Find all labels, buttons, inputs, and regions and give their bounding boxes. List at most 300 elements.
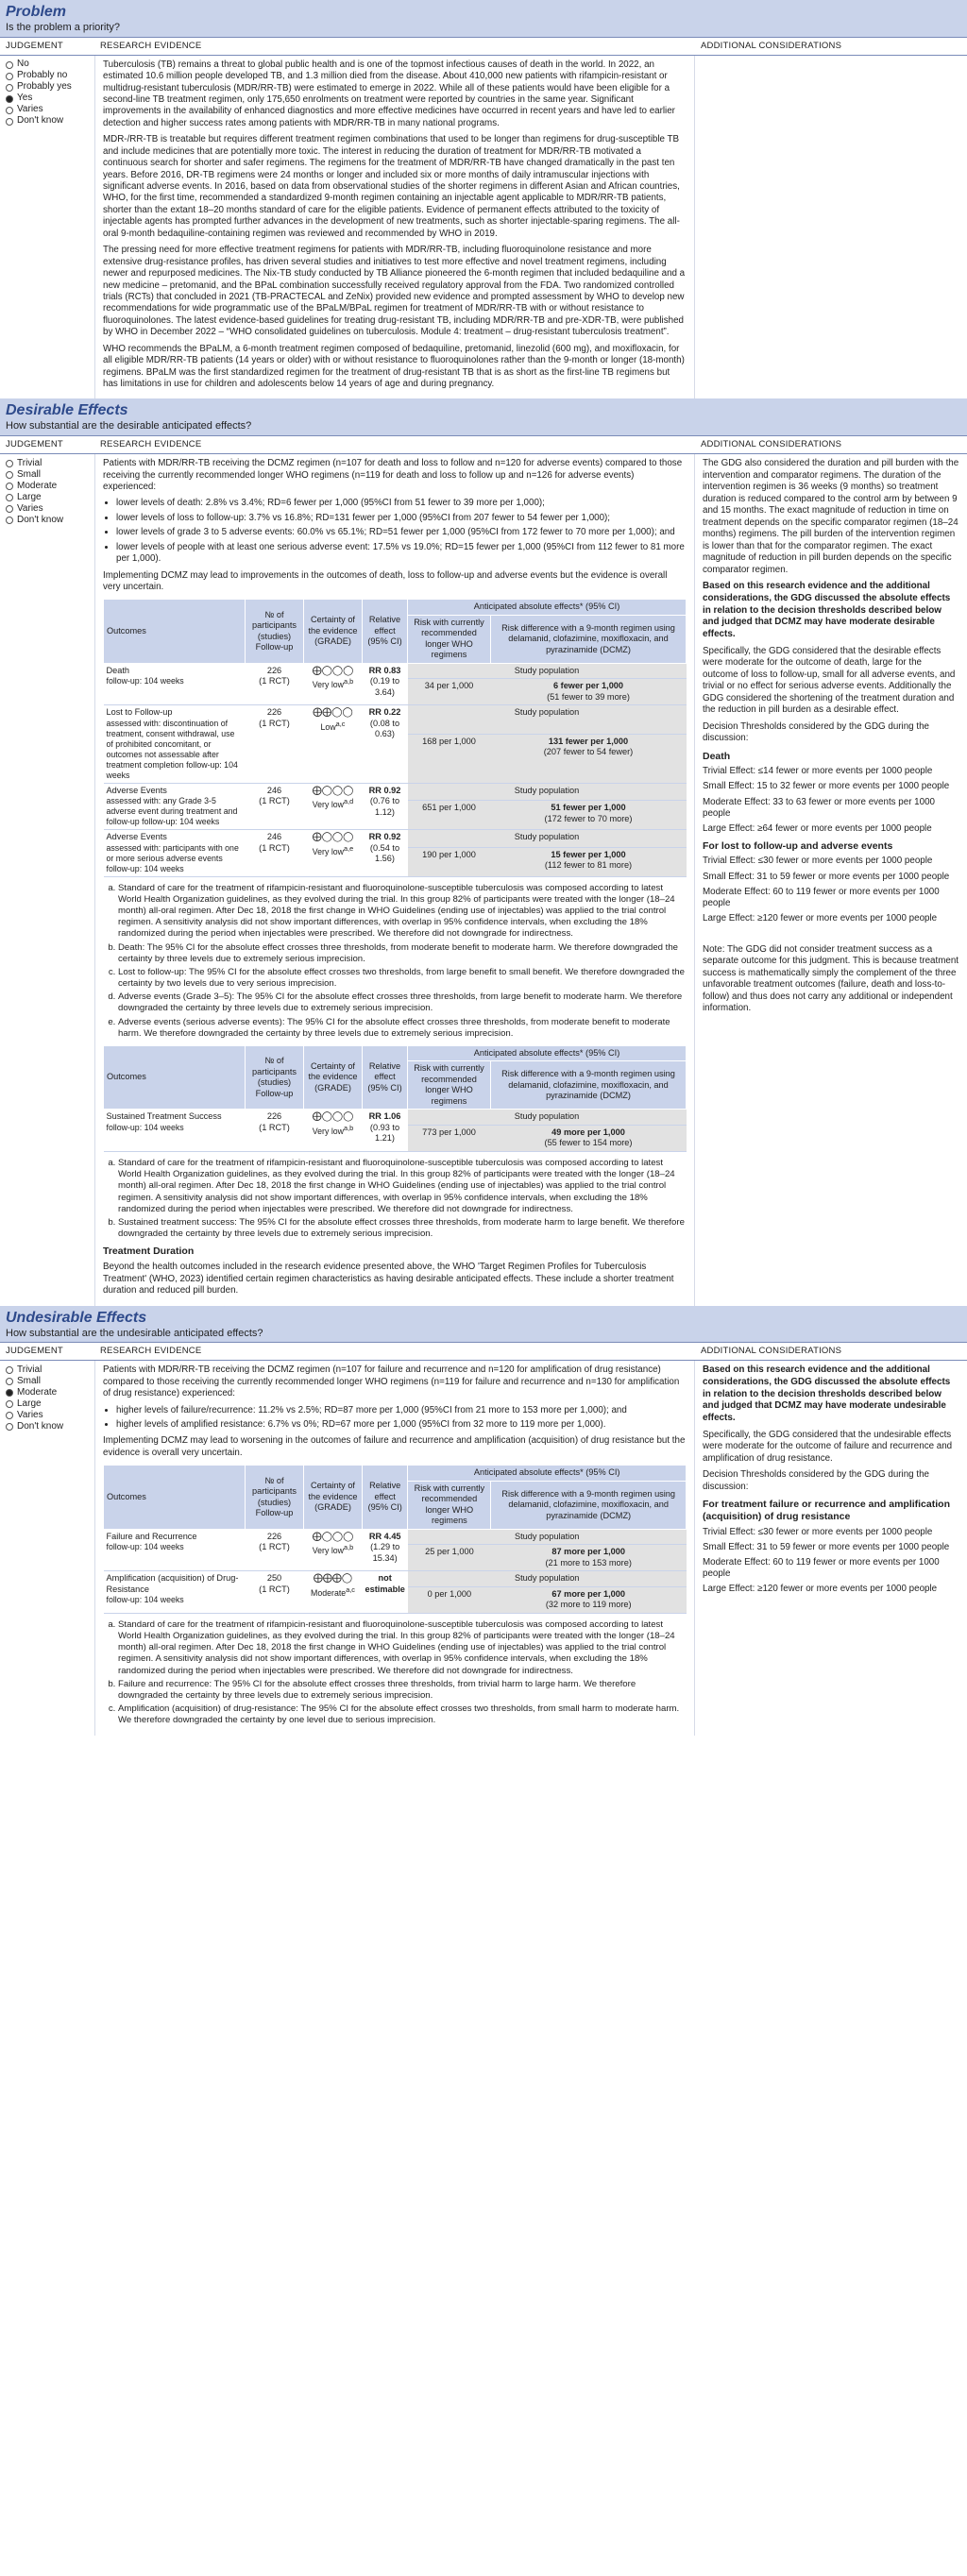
cell-participants — [246, 783, 304, 829]
risk-difference-ci: (112 fewer to 81 more) — [544, 860, 633, 871]
additional-header: ADDITIONAL CONSIDERATIONS — [701, 439, 842, 450]
cell-participants — [246, 1571, 304, 1614]
th-anticipated: Anticipated absolute effects* (95% CI) — [408, 600, 687, 616]
risk-difference — [491, 1586, 687, 1613]
th-outcomes: Outcomes — [104, 1466, 246, 1530]
judgement-header: JUDGEMENT — [6, 40, 63, 51]
additional-header: ADDITIONAL CONSIDERATIONS — [701, 1346, 842, 1357]
participants-count: 250 — [266, 1573, 282, 1584]
evidence-paragraph: MDR-/RR-TB is treatable but requires different treatment regimen combinations that used to be longer than regimens for drug-susceptible TB and include medicines that are potentially more toxic. The interest in reducing the duration of treatment for MDR/RR-TB motivated a continuous search for shorter and safer regimens. The regimens for the treatment of MDR/RR-TB have changed dramatically in the past ten years. Before 2016, DR-TB regimens were 24 months or longer and included six or more months of daily intramuscular injections with significant adverse events. In 2016, based on data from observational studies of the shorter regimens in different Asian and African countries, WHO, for the first time, recommended a standardized 9-month regimen containing an injectable agent applicable to MDR/RR-TB patients, shorter than the extant 18–20 months standard of care for the eligible patients. Evidence of permanent effects attributed to the toxicity of injectable agents has prompted further advances in the development of new treatments, such as shorter injectable-sparing regimens. The all-oral 9-month bedaquiline-containing regimen was reviewed and recommended by WHO in 2019. — [103, 134, 680, 239]
judgement-option[interactable] — [6, 1421, 89, 1432]
cell-participants — [246, 1110, 304, 1152]
grade-footnote-ref: a,b — [344, 1543, 354, 1552]
bullet-item: • higher levels of failure/recurrence: 11.2% vs 2.5%; RD=87 more per 1,000 (95%CI from 21 more to 153 more per 1,000); and — [116, 1405, 687, 1416]
threshold-item: Large Effect: ≥120 fewer or more events per 1000 people — [703, 1584, 938, 1595]
grade-footnote-ref: a,b — [344, 1123, 354, 1132]
grade-label-text: Low — [320, 721, 336, 732]
cell-relative — [363, 1110, 408, 1152]
grade-symbols: ⨁⨁◯◯ — [313, 707, 353, 719]
cell-relative — [363, 1571, 408, 1614]
grade-symbols: ⨁◯◯◯ — [312, 1111, 354, 1123]
participants-count: 226 — [266, 665, 282, 675]
outcome-sub: assessed with: any Grade 3-5 adverse event during treatment and follow-up follow-up: 104 weeks — [106, 796, 238, 827]
grade-symbols: ⨁◯◯◯ — [312, 785, 354, 796]
bullet-item: • lower levels of loss to follow-up: 3.7% vs 16.8%; RD=131 fewer per 1,000 (95%CI from 207 fewer to 54 fewer per 1,000); — [116, 513, 687, 524]
th-anticipated: Anticipated absolute effects* (95% CI) — [408, 1045, 687, 1061]
th-participants: № of participants (studies) Follow-up — [246, 1466, 304, 1530]
risk-difference-value: 49 more per 1,000 — [551, 1127, 625, 1137]
outcome-sub: assessed with: participants with one or more serious adverse events follow-up: 104 weeks — [106, 842, 239, 873]
th-anticipated: Anticipated absolute effects* (95% CI) — [408, 1466, 687, 1482]
participants-count: 226 — [266, 1111, 282, 1122]
risk-difference — [491, 734, 687, 783]
th-risk-current: Risk with currently recommended longer WHO regimens — [408, 615, 491, 663]
threshold-item: Large Effect: ≥64 fewer or more events per 1000 people — [703, 823, 932, 835]
judgement-option[interactable] — [6, 469, 89, 481]
judgement-header: JUDGEMENT — [6, 439, 63, 450]
participants-count: 226 — [266, 1531, 282, 1541]
threshold-item: Trivial Effect: ≤14 fewer or more events per 1000 people — [703, 766, 933, 777]
radio-empty-icon[interactable] — [6, 1423, 13, 1431]
desirable-evidence-table-2 — [103, 1045, 687, 1152]
outcome-name: Death — [106, 665, 130, 675]
grade-footnote-ref: a,c — [346, 1585, 355, 1594]
grade-symbols: ⨁⨁⨁◯ — [313, 1573, 353, 1585]
judgement-option-label: Yes — [17, 93, 33, 104]
threshold-item: Large Effect: ≥120 fewer or more events per 1000 people — [703, 913, 938, 924]
radio-empty-icon[interactable] — [6, 1366, 13, 1374]
relative-ci: (0.54 to 1.56) — [369, 842, 400, 864]
radio-selected-icon[interactable] — [6, 95, 13, 103]
risk-difference-ci: (172 fewer to 70 more) — [544, 813, 633, 823]
judgement-option[interactable] — [6, 503, 89, 515]
study-population-row — [104, 1571, 687, 1587]
relative-effect: not estimable — [365, 1573, 405, 1594]
judgement-option[interactable] — [6, 1387, 89, 1398]
risk-difference-value: 87 more per 1,000 — [551, 1547, 626, 1557]
desirable-footnotes-1 — [118, 883, 687, 1040]
grade-label-text: Moderate — [311, 1587, 347, 1598]
participants-studies: (1 RCT) — [259, 1542, 290, 1552]
desirable-summary: Implementing DCMZ may lead to improvements in the outcomes of death, loss to follow-up and adverse events but the evidence is overall very uncertain. — [103, 569, 668, 592]
threshold-item: Small Effect: 15 to 32 fewer or more events per 1000 people — [703, 781, 950, 792]
desirable-table1-body — [104, 663, 687, 876]
threshold-item: Trivial Effect: ≤30 fewer or more events per 1000 people — [703, 1526, 933, 1537]
grade-label — [307, 1585, 360, 1599]
undesirable-additional — [695, 1361, 967, 1736]
risk-current: 34 per 1,000 — [408, 679, 491, 705]
judgement-option[interactable] — [6, 59, 89, 71]
undesirable-header — [0, 1306, 967, 1343]
outcome-sub: follow-up: 104 weeks — [106, 1542, 184, 1552]
cell-certainty — [304, 705, 363, 783]
desirable-row — [0, 454, 967, 1306]
judgement-option[interactable] — [6, 481, 89, 492]
outcome-name: Adverse Events — [106, 785, 167, 795]
outcome-name: Amplification (acquisition) of Drug-Resistance — [106, 1573, 239, 1594]
judgement-option[interactable] — [6, 458, 89, 469]
study-population-label: Study population — [408, 1110, 687, 1126]
relative-effect: RR 0.83 — [368, 665, 401, 675]
risk-difference — [491, 847, 687, 876]
th-certainty: Certainty of the evidence (GRADE) — [304, 600, 363, 664]
relative-ci: (1.29 to 15.34) — [370, 1542, 400, 1563]
th-participants: № of participants (studies) Follow-up — [246, 600, 304, 664]
outcome-name: Failure and Recurrence — [106, 1531, 197, 1541]
judgement-option-label: Large — [17, 491, 42, 502]
study-population-row — [104, 783, 687, 800]
judgement-option-label: Trivial — [17, 457, 42, 468]
threshold-item: Moderate Effect: 33 to 63 fewer or more events per 1000 people — [703, 796, 935, 819]
participants-studies: (1 RCT) — [259, 1122, 290, 1132]
problem-paragraphs — [103, 59, 687, 391]
judgement-option-label: Probably no — [17, 70, 68, 81]
cell-participants — [246, 830, 304, 876]
treatment-duration-title: Treatment Duration — [103, 1246, 195, 1258]
grade-label — [307, 677, 360, 690]
th-relative: Relative effect (95% CI) — [363, 1466, 408, 1530]
risk-difference — [491, 801, 687, 830]
risk-current: 25 per 1,000 — [408, 1545, 491, 1571]
undesirable-row — [0, 1361, 967, 1736]
study-population-label: Study population — [408, 783, 687, 800]
desirable-bullets — [116, 498, 687, 565]
cell-relative — [363, 663, 408, 705]
footnote: b. Sustained treatment success: The 95% CI for the absolute effect crosses three thresholds, from moderate harm to large benefit. We therefore downgraded the certainty by three levels due to extremely serious imprecision. — [118, 1217, 687, 1240]
judgement-option-label: Small — [17, 1376, 42, 1386]
th-risk-diff: Risk difference with a 9-month regimen using delamanid, clofazimine, moxifloxacin, and pyrazinamide (DCMZ) — [491, 1481, 687, 1529]
desirable-intro: Patients with MDR/RR-TB receiving the DCMZ regimen (n=107 for death and loss to follow and n=120 for adverse events) compared to those receiving the currently recommended longer WHO regimens (n=119 for death and loss to follow up and n=126 for adverse events) experienced: — [103, 458, 683, 492]
footnote: c. Lost to follow-up: The 95% CI for the absolute effect crosses two thresholds, from large benefit to small benefit. We therefore downgraded the certainty by two levels due to very serious imprecision. — [118, 967, 687, 990]
judgement-option[interactable] — [6, 105, 89, 116]
additional-header: ADDITIONAL CONSIDERATIONS — [701, 40, 842, 51]
judgement-option[interactable] — [6, 1398, 89, 1410]
radio-empty-icon[interactable] — [6, 460, 13, 467]
th-participants: № of participants (studies) Follow-up — [246, 1045, 304, 1110]
study-population-label: Study population — [408, 705, 687, 735]
desirable-add-p4: Decision Thresholds considered by the GDG during the discussion: — [703, 720, 929, 744]
judgement-option-label: Don't know — [17, 1421, 64, 1432]
bullet-item: • lower levels of people with at least one serious adverse event: 17.5% vs 19.0%; RD=15 fewer per 1,000 (95%CI from 112 fewer to 81 more per 1,000). — [116, 542, 687, 566]
undesirable-title: Undesirable Effects — [6, 1309, 147, 1326]
undesirable-evidence-table — [103, 1465, 687, 1614]
undesirable-evidence — [94, 1361, 695, 1736]
relative-effect: RR 1.06 — [368, 1111, 401, 1122]
desirable-column-headers — [0, 435, 967, 454]
problem-row — [0, 56, 967, 399]
judgement-option[interactable] — [6, 515, 89, 526]
desirable-evidence — [94, 454, 695, 1306]
risk-current: 651 per 1,000 — [408, 801, 491, 830]
th-risk-current: Risk with currently recommended longer WHO regimens — [408, 1061, 491, 1110]
judgement-option-label: Probably yes — [17, 81, 72, 93]
evidence-table-head — [104, 1466, 687, 1530]
th-outcomes: Outcomes — [104, 600, 246, 664]
evidence-header: RESEARCH EVIDENCE — [100, 439, 202, 450]
risk-difference — [491, 1545, 687, 1571]
relative-ci: (0.08 to 0.63) — [369, 718, 400, 739]
problem-evidence — [94, 56, 695, 399]
undesirable-summary: Implementing DCMZ may lead to worsening in the outcomes of failure and recurrence and amplification (acquisition) of drug resistance but the evidence is overall very uncertain. — [103, 1435, 686, 1458]
cell-relative — [363, 705, 408, 783]
judgement-option-label: Trivial — [17, 1364, 42, 1375]
grade-label-text: Very low — [312, 1126, 345, 1136]
th-outcomes: Outcomes — [104, 1045, 246, 1110]
risk-difference — [491, 1125, 687, 1151]
th-risk-diff: Risk difference with a 9-month regimen using delamanid, clofazimine, moxifloxacin, and pyrazinamide (DCMZ) — [491, 615, 687, 663]
footnote: b. Failure and recurrence: The 95% CI for the absolute effect crosses three thresholds, from trivial harm to large harm. We therefore downgraded the certainty by three levels due to extremely serious imprecision. — [118, 1679, 687, 1702]
radio-empty-icon[interactable] — [6, 84, 13, 92]
evidence-header: RESEARCH EVIDENCE — [100, 40, 202, 51]
evidence-paragraph: Tuberculosis (TB) remains a threat to global public health and is one of the topmost infectious causes of death in the world. In 2022, an estimated 10.6 million people developed TB, and 1.3 million died from the disease. About 410,000 new patients with rifampicin-resistant or multidrug-resistant tuberculosis (MDR/RR-TB) were estimated to emerge in 2022. While all of these patients would have been eligible for a second-line TB treatment regimen, only 175,650 enrolments on treatment were reported by countries in the same year. Significant improvements in the availability of enhanced diagnostics and more effective medicines have occurred in recent years and have led to earlier detection and higher success rates among patients with MDR/RR-TB in many national programs. — [103, 59, 675, 128]
radio-empty-icon[interactable] — [6, 1400, 13, 1408]
grade-symbols: ⨁◯◯◯ — [312, 665, 354, 676]
problem-column-headers — [0, 37, 967, 56]
risk-difference-ci: (207 fewer to 54 fewer) — [543, 747, 634, 757]
judgement-option[interactable] — [6, 1364, 89, 1376]
risk-difference-value: 67 more per 1,000 — [551, 1588, 626, 1599]
judgement-option[interactable] — [6, 492, 89, 503]
evidence-header: RESEARCH EVIDENCE — [100, 1346, 202, 1357]
threshold-item: Moderate Effect: 60 to 119 fewer or more events per 1000 people — [703, 886, 940, 909]
footnote: d. Adverse events (Grade 3–5): The 95% CI for the absolute effect crosses three thresholds, from large benefit to moderate harm. We therefore downgraded the certainty by three levels due to extremely serious imprecision. — [118, 991, 687, 1014]
grade-label-text: Very low — [312, 846, 345, 856]
death-threshold-title: Death — [703, 750, 731, 762]
participants-studies: (1 RCT) — [259, 842, 290, 853]
undesirable-judgement — [0, 1361, 94, 1736]
risk-difference-ci: (51 fewer to 39 more) — [547, 691, 630, 702]
evidence-paragraph: WHO recommends the BPaLM, a 6-month treatment regimen composed of bedaquiline, pretomanid, linezolid (600 mg), and moxifloxacin, for all eligible MDR/RR-TB patients (14 years or older) with or without resistance to fluoroquinolones rather than the 9-month or longer (18-month) regimens. BPaLM was the first standardized regimen for the treatment of drug-resistant TB that is as short as the first-line TB regimens but has limitations in use for children and adolescents below 14 years of age and during pregnancy. — [103, 343, 685, 389]
outcome-sub: follow-up: 104 weeks — [106, 676, 184, 686]
desirable-evidence-table — [103, 599, 687, 876]
radio-empty-icon[interactable] — [6, 107, 13, 114]
grade-symbols: ⨁◯◯◯ — [312, 832, 354, 843]
problem-additional — [695, 56, 967, 399]
evidence-table-head — [104, 600, 687, 664]
bullet-item: • higher levels of amplified resistance: 6.7% vs 0%; RD=67 more per 1,000 (95%CI from 32 more to 119 more per 1,000). — [116, 1419, 687, 1431]
radio-empty-icon[interactable] — [6, 505, 13, 513]
radio-empty-icon[interactable] — [6, 73, 13, 80]
relative-ci: (0.93 to 1.21) — [369, 1122, 400, 1144]
problem-title: Problem — [6, 4, 67, 20]
desirable-header — [0, 398, 967, 435]
cell-participants — [246, 705, 304, 783]
ltfu-thresholds — [703, 856, 959, 924]
grade-label — [307, 720, 360, 733]
cell-relative — [363, 1529, 408, 1571]
cell-certainty — [304, 1529, 363, 1571]
study-population-label: Study population — [408, 1571, 687, 1587]
threshold-item: Small Effect: 31 to 59 fewer or more events per 1000 people — [703, 1541, 950, 1552]
threshold-item: Trivial Effect: ≤30 fewer or more events per 1000 people — [703, 856, 933, 867]
grade-label-text: Very low — [312, 1546, 345, 1556]
undesirable-table-body — [104, 1529, 687, 1613]
risk-difference-ci: (55 fewer to 154 more) — [544, 1138, 633, 1148]
judgement-option-label: Small — [17, 468, 42, 480]
judgement-option[interactable] — [6, 82, 89, 93]
study-population-row — [104, 830, 687, 847]
risk-difference-value: 6 fewer per 1,000 — [552, 681, 624, 691]
undesirable-question: How substantial are the undesirable anticipated effects? — [6, 1327, 263, 1339]
th-risk-current: Risk with currently recommended longer WHO regimens — [408, 1481, 491, 1529]
problem-header — [0, 0, 967, 37]
grade-symbols: ⨁◯◯◯ — [312, 1531, 354, 1542]
judgement-option[interactable] — [6, 71, 89, 82]
undesirable-options — [6, 1364, 89, 1432]
judgement-option[interactable] — [6, 116, 89, 127]
grade-footnote-ref: a,c — [335, 719, 346, 728]
radio-selected-icon[interactable] — [6, 1389, 13, 1397]
grade-label — [307, 844, 360, 857]
risk-current: 773 per 1,000 — [408, 1125, 491, 1151]
desirable-additional — [695, 454, 967, 1306]
undesirable-add-judgement: Based on this research evidence and the additional considerations, the GDG discussed the absolute effects in relation to the decision thresholds described below and judged that DCMZ may have moderate undesirable effects. — [703, 1364, 951, 1423]
outcome-sub: follow-up: 104 weeks — [106, 1595, 184, 1605]
risk-current: 168 per 1,000 — [408, 734, 491, 783]
undesirable-footnotes — [118, 1619, 687, 1727]
undesirable-intro: Patients with MDR/RR-TB receiving the DCMZ regimen (n=107 for failure and recurrence and n=120 for amplification of drug resistance) compared to those receiving the currently recommended longer WHO regimens (n=119 for failure and recurrence and n=130 for amplification of drug resistance) experienced: — [103, 1364, 680, 1399]
judgement-option[interactable] — [6, 93, 89, 105]
judgement-header: JUDGEMENT — [6, 1346, 63, 1357]
footnote: a. Standard of care for the treatment of rifampicin-resistant and fluoroquinolone-susceptible tuberculosis was composed according to latest World Health Organization guidelines, as they evolved during the trial. In this group 82% of participants were treated with the longer (18–24 month) all-oral regimen. After Dec 18, 2018 the first change in WHO Guidelines (ending use of injectables) was applied to the trial control regimen. A sensitivity analysis did not show important differences, with overlap in 95% confidence intervals, when excluding the 18% randomized during the period when injectables were prescribed. We therefore did not downgrade for indirectness. — [118, 1158, 687, 1215]
risk-current: 190 per 1,000 — [408, 847, 491, 876]
desirable-add-note: Note: The GDG did not consider treatment success as a separate outcome for this judgment. This is because treatment success is mathematically simply the complement of the three unfavorable treatment outcomes (failure, death and loss-to-follow) and thus does not carry any additional or independent information. — [703, 943, 959, 1014]
cell-certainty — [304, 663, 363, 705]
footnote: e. Adverse events (serious adverse events): The 95% CI for the absolute effect crosses three thresholds, from moderate benefit to moderate harm. We therefore downgraded the certainty by three levels due to extremely serious imprecision. — [118, 1017, 687, 1040]
judgement-option[interactable] — [6, 1376, 89, 1387]
radio-empty-icon[interactable] — [6, 1412, 13, 1419]
undesirable-column-headers — [0, 1342, 967, 1361]
radio-empty-icon[interactable] — [6, 483, 13, 490]
problem-options — [6, 59, 89, 127]
th-risk-diff: Risk difference with a 9-month regimen using delamanid, clofazimine, moxifloxacin, and pyrazinamide (DCMZ) — [491, 1061, 687, 1110]
th-relative: Relative effect (95% CI) — [363, 1045, 408, 1110]
participants-count: 246 — [266, 785, 282, 795]
problem-judgement — [0, 56, 94, 399]
radio-empty-icon[interactable] — [6, 61, 13, 69]
cell-certainty — [304, 783, 363, 829]
radio-empty-icon[interactable] — [6, 118, 13, 126]
study-population-label: Study population — [408, 1529, 687, 1545]
radio-empty-icon[interactable] — [6, 1378, 13, 1385]
study-population-row — [104, 663, 687, 679]
desirable-table2-body — [104, 1110, 687, 1152]
bullet-item: • lower levels of death: 2.8% vs 3.4%; RD=6 fewer per 1,000 (95%CI from 51 fewer to 39 more per 1,000); — [116, 498, 687, 509]
cell-certainty — [304, 830, 363, 876]
risk-difference-ci: (21 more to 153 more) — [545, 1557, 632, 1568]
cell-outcome — [104, 1529, 246, 1571]
risk-difference — [491, 679, 687, 705]
study-population-label: Study population — [408, 663, 687, 679]
th-certainty: Certainty of the evidence (GRADE) — [304, 1466, 363, 1530]
grade-footnote-ref: a,d — [344, 797, 354, 806]
cell-outcome — [104, 783, 246, 829]
outcome-name: Lost to Follow-up — [106, 707, 173, 718]
outcome-sub: follow-up: 104 weeks — [106, 1122, 184, 1132]
cell-outcome — [104, 1571, 246, 1614]
grade-footnote-ref: a,b — [344, 677, 354, 686]
judgement-option-label: Moderate — [17, 1387, 58, 1398]
participants-studies: (1 RCT) — [259, 796, 290, 806]
risk-difference-value: 15 fewer per 1,000 — [551, 849, 626, 859]
participants-count: 246 — [266, 832, 282, 842]
judgement-option-label: Large — [17, 1398, 42, 1409]
participants-studies: (1 RCT) — [259, 676, 290, 686]
relative-effect: RR 0.92 — [368, 832, 401, 842]
failure-threshold-title: For treatment failure or recurrence and amplification (acquisition) of drug resistance — [703, 1499, 950, 1523]
cell-participants — [246, 663, 304, 705]
radio-empty-icon[interactable] — [6, 517, 13, 524]
th-certainty: Certainty of the evidence (GRADE) — [304, 1045, 363, 1110]
participants-count: 226 — [266, 707, 282, 718]
relative-effect: RR 0.92 — [368, 785, 401, 795]
judgement-option-label: Varies — [17, 1410, 43, 1420]
risk-difference-value: 51 fewer per 1,000 — [551, 803, 626, 813]
cell-outcome — [104, 663, 246, 705]
problem-question: Is the problem a priority? — [6, 22, 121, 33]
participants-studies: (1 RCT) — [259, 1584, 290, 1594]
judgement-option-label: Varies — [17, 502, 43, 514]
outcome-sub: assessed with: discontinuation of treatment, consent withdrawal, use of prohibited concomitant, or outcomes not assessable after treatment completion follow-up: 104 weeks — [106, 718, 238, 780]
participants-studies: (1 RCT) — [259, 718, 290, 728]
evidence-table-head — [104, 1045, 687, 1110]
threshold-item: Moderate Effect: 60 to 119 fewer or more events per 1000 people — [703, 1556, 940, 1580]
study-population-label: Study population — [408, 830, 687, 847]
radio-empty-icon[interactable] — [6, 471, 13, 479]
footnote: c. Amplification (acquisition) of drug-resistance: The 95% CI for the absolute effect crosses two thresholds, from small harm to moderate harm. We therefore downgraded the certainty by one level due to serious imprecision. — [118, 1703, 687, 1726]
undesirable-add-p3: Decision Thresholds considered by the GDG during the discussion: — [703, 1469, 929, 1492]
relative-ci: (0.76 to 1.12) — [369, 796, 400, 817]
judgement-option-label: Moderate — [17, 480, 58, 491]
cell-participants — [246, 1529, 304, 1571]
failure-thresholds — [703, 1527, 959, 1596]
radio-empty-icon[interactable] — [6, 494, 13, 501]
th-relative: Relative effect (95% CI) — [363, 600, 408, 664]
judgement-option-label: Don't know — [17, 115, 64, 127]
relative-effect: RR 4.45 — [368, 1531, 401, 1541]
relative-effect: RR 0.22 — [368, 707, 401, 718]
grade-label — [307, 1124, 360, 1137]
evidence-paragraph: The pressing need for more effective treatment regimens for patients with MDR/RR-TB, including fluoroquinolone resistance and more extensive drug-resistance profiles, has driven several studies and initiatives to test more effective and novel treatment regimens, including newer and repurposed medicines. The Nix-TB study conducted by TB Alliance pioneered the 6-month regimen that included bedaquiline and a new medicine – pretomanid, and the BPaL combination successfully received regulatory approval from the FDA. Two randomized controlled trials (RCTs) that concluded in 2021 (TB-PRACTECAL and ZeNix) provided new evidence and prompted assessment by WHO to develop new recommendations for wide programmatic use of the BPaLM/BPaL regimen for treatment of MDR/RR-TB with or without resistance to fluoroquinolones. The latest evidence-based guidelines for treating drug-resistant TB, including MDR/RR-TB and pre-XDR-TB, were published by WHO in December 2022 – “WHO consolidated guidelines on tuberculosis. Module 4: treatment – drug-resistant tuberculosis treatment”. — [103, 245, 686, 338]
cell-certainty — [304, 1571, 363, 1614]
desirable-title: Desirable Effects — [6, 402, 128, 419]
judgement-option-label: Don't know — [17, 514, 64, 525]
study-population-row — [104, 1110, 687, 1126]
judgement-option-label: Varies — [17, 104, 43, 115]
desirable-add-p1: The GDG also considered the duration and pill burden with the intervention and comparator regimens. The duration of the intervention regimen is 36 weeks (9 months) so treatment duration is reduced compared to the control arm by between 9 and 15 months. The exact magnitude of reduction in time on treatment depends on the specific comparator regimen (18–24 months) regimens. The pill burden of the intervention regimen is lower than that for the comparator regimen. The exact magnitude of reduction in pill burden depends on the specific comparator regimen. — [703, 458, 959, 575]
risk-difference-ci: (32 more to 119 more) — [545, 1600, 632, 1610]
grade-label-text: Very low — [312, 680, 345, 690]
outcome-name: Sustained Treatment Success — [106, 1111, 222, 1122]
treatment-duration-text: Beyond the health outcomes included in the research evidence presented above, the WHO 'Target Regimen Profiles for Tuberculosis Treatment' (WHO, 2023) identified certain regimen characteristics as having desirable anticipated effects. These include a shorter treatment duration and reduced pill burden. — [103, 1262, 674, 1296]
cell-outcome — [104, 1110, 246, 1152]
desirable-footnotes-2 — [118, 1158, 687, 1240]
grade-label — [307, 797, 360, 810]
threshold-item: Small Effect: 31 to 59 fewer or more events per 1000 people — [703, 871, 950, 882]
footnote: a. Standard of care for the treatment of rifampicin-resistant and fluoroquinolone-susceptible tuberculosis was composed according to latest World Health Organization guidelines, as they evolved during the trial. In this group 82% of participants were treated with the longer (18–24 month) all-oral regimen. After Dec 18, 2018 the first change in WHO Guidelines (ending use of injectables) was applied to the trial control regimen. A sensitivity analysis did not show important differences, with overlap in 95% confidence intervals, when excluding the 18% randomized during the period when injectables were prescribed. We therefore did not downgrade for indirectness. — [118, 883, 687, 941]
bullet-item: • lower levels of grade 3 to 5 adverse events: 60.0% vs 65.1%; RD=51 fewer per 1,000 (95%CI from 172 fewer to 70 more per 1,000); and — [116, 527, 687, 538]
cell-relative — [363, 783, 408, 829]
footnote: a. Standard of care for the treatment of rifampicin-resistant and fluoroquinolone-susceptible tuberculosis was composed according to latest World Health Organization guidelines, as they evolved during the trial. In this group 82% of participants were treated with the longer (18–24 month) all-oral regimen. After Dec 18, 2018 the first change in WHO Guidelines (ending use of injectables) was applied to the trial control regimen. A sensitivity analysis did not show important differences, with overlap in 95% confidence intervals, when excluding the 18% randomized during the period when injectables were prescribed. We therefore did not downgrade for indirectness. — [118, 1619, 687, 1677]
cell-relative — [363, 830, 408, 876]
risk-current: 0 per 1,000 — [408, 1586, 491, 1613]
outcome-name: Adverse Events — [106, 832, 167, 842]
relative-ci: (0.19 to 3.64) — [369, 676, 400, 697]
risk-difference-value: 131 fewer per 1,000 — [548, 736, 629, 746]
grade-label — [307, 1543, 360, 1556]
judgement-option[interactable] — [6, 1410, 89, 1421]
judgement-option-label: No — [17, 59, 29, 70]
